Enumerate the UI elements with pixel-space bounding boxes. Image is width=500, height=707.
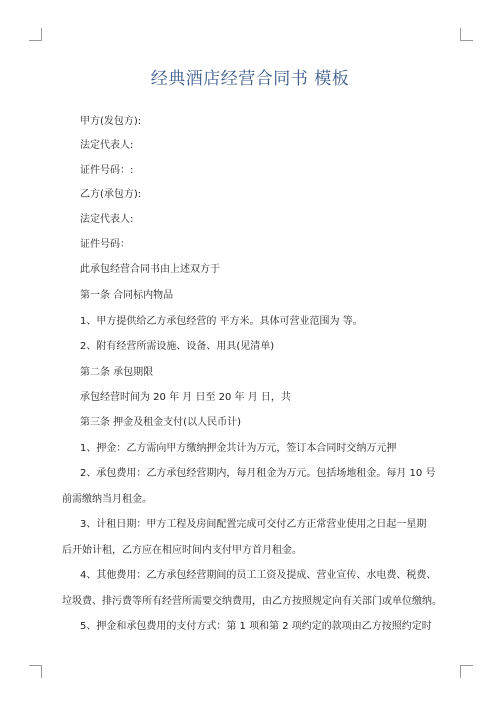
party-a-id-line: 证件号码：: xyxy=(80,165,134,176)
article-two-heading: 第二条 承包期限 xyxy=(80,367,154,378)
article-one-heading: 第一条 合同标内物品 xyxy=(80,290,174,301)
crop-mark-top-right xyxy=(460,28,473,41)
article-three-item-5: 5、押金和承包费用的支付方式：第 1 项和第 2 项约定的款项由乙方按照约定时 xyxy=(80,621,432,632)
article-three-item-4: 4、其他费用：乙方承包经营期间的员工工资及提成、营业宣传、水电费、税费、 xyxy=(80,570,437,581)
article-three-item-3-continued: 后开始计租，乙方应在相应时间内支付甲方首月租金。 xyxy=(62,545,302,556)
crop-mark-bottom-left xyxy=(29,665,42,678)
article-three-heading: 第三条 押金及租金支付(以人民币计) xyxy=(80,417,241,428)
crop-mark-top-left xyxy=(29,28,42,41)
crop-mark-bottom-right xyxy=(460,665,473,678)
party-a-line: 甲方(发包方): xyxy=(80,116,142,127)
document-title: 经典酒店经营合同书 模板 xyxy=(150,69,350,89)
article-one-item-1: 1、甲方提供给乙方承包经营的 平方米。具体可营业范围为 等。 xyxy=(80,316,363,327)
article-one-item-2: 2、附有经营所需设施、设备、用具(见清单) xyxy=(80,341,275,352)
contract-intro-line: 此承包经营合同书由上述双方于 xyxy=(80,264,220,275)
article-three-item-2: 2、承包费用：乙方承包经营期内，每月租金为万元。包括场地租金。每月 10 号 xyxy=(80,468,436,479)
party-b-id-line: 证件号码： xyxy=(80,239,130,250)
article-three-item-3: 3、计租日期：甲方工程及房间配置完成可交付乙方正常营业使用之日起一星期 xyxy=(80,519,427,530)
article-three-item-4-continued: 垃圾费、排污费等所有经营所需要交纳费用，由乙方按照规定向有关部门或单位缴纳。 xyxy=(62,596,442,607)
article-two-term-line: 承包经营时间为 20 年 月 日至 20 年 月 日，共 xyxy=(80,392,291,403)
article-three-item-1: 1、押金：乙方需向甲方缴纳押金共计为万元，签订本合同时交纳万元押 xyxy=(80,443,397,454)
party-b-representative-line: 法定代表人: xyxy=(80,214,134,225)
party-b-line: 乙方(承包方): xyxy=(80,189,142,200)
party-a-representative-line: 法定代表人: xyxy=(80,140,134,151)
article-three-item-2-continued: 前需缴纳当月租金。 xyxy=(62,494,152,505)
